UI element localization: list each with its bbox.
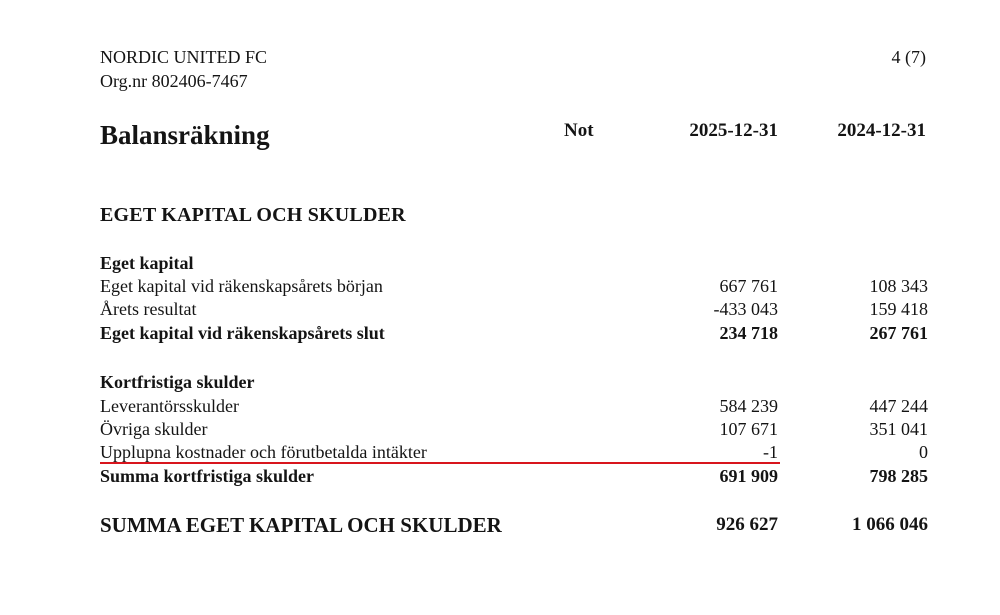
row-value-previous: 267 761	[869, 323, 928, 343]
org-number: Org.nr 802406-7467	[100, 71, 248, 91]
row-value-previous: 159 418	[869, 299, 928, 319]
row-label: Årets resultat	[100, 299, 197, 319]
row-value-current: 584 239	[719, 396, 778, 416]
row-label: Upplupna kostnader och förutbetalda intäkter	[100, 442, 427, 462]
grand-total-label: SUMMA EGET KAPITAL OCH SKULDER	[100, 513, 502, 537]
row-value-current: -1	[763, 442, 778, 462]
row-value-previous: 447 244	[869, 396, 928, 416]
grand-total-previous: 1 066 046	[852, 514, 928, 535]
short-term-heading-label: Kortfristiga skulder	[100, 372, 255, 392]
table-row	[100, 275, 928, 298]
column-header-note: Not	[564, 120, 594, 141]
table-row	[100, 441, 928, 464]
highlight-underline	[100, 462, 780, 464]
grand-total-current: 926 627	[716, 514, 778, 535]
row-value-current: -433 043	[713, 299, 778, 319]
row-label: Övriga skulder	[100, 419, 208, 439]
row-value-current: 107 671	[719, 419, 778, 439]
table-row	[100, 418, 928, 441]
grand-total-row	[100, 512, 928, 538]
row-label: Leverantörsskulder	[100, 396, 239, 416]
row-value-previous: 351 041	[869, 419, 928, 439]
row-value-current: 234 718	[719, 323, 778, 343]
row-value-current: 667 761	[719, 276, 778, 296]
short-term-total-row	[100, 465, 928, 488]
table-row	[100, 298, 928, 321]
equity-heading	[100, 252, 928, 275]
report-title: Balansräkning	[100, 120, 270, 150]
row-value-current: 691 909	[719, 466, 778, 486]
row-value-previous: 0	[919, 442, 928, 462]
row-label: Summa kortfristiga skulder	[100, 466, 315, 486]
table-row	[100, 395, 928, 418]
column-header-current-year: 2025-12-31	[689, 120, 778, 141]
row-value-previous: 108 343	[869, 276, 928, 296]
column-header-previous-year: 2024-12-31	[837, 120, 926, 141]
section-title: EGET KAPITAL OCH SKULDER	[100, 204, 406, 226]
company-name: NORDIC UNITED FC	[100, 47, 268, 67]
row-label: Eget kapital vid räkenskapsårets slut	[100, 323, 385, 343]
row-label: Eget kapital vid räkenskapsårets början	[100, 276, 383, 296]
equity-total-row	[100, 322, 928, 345]
short-term-liabilities-heading	[100, 371, 928, 394]
page-number: 4 (7)	[891, 47, 926, 67]
row-value-previous: 798 285	[869, 466, 928, 486]
equity-heading-label: Eget kapital	[100, 253, 194, 273]
